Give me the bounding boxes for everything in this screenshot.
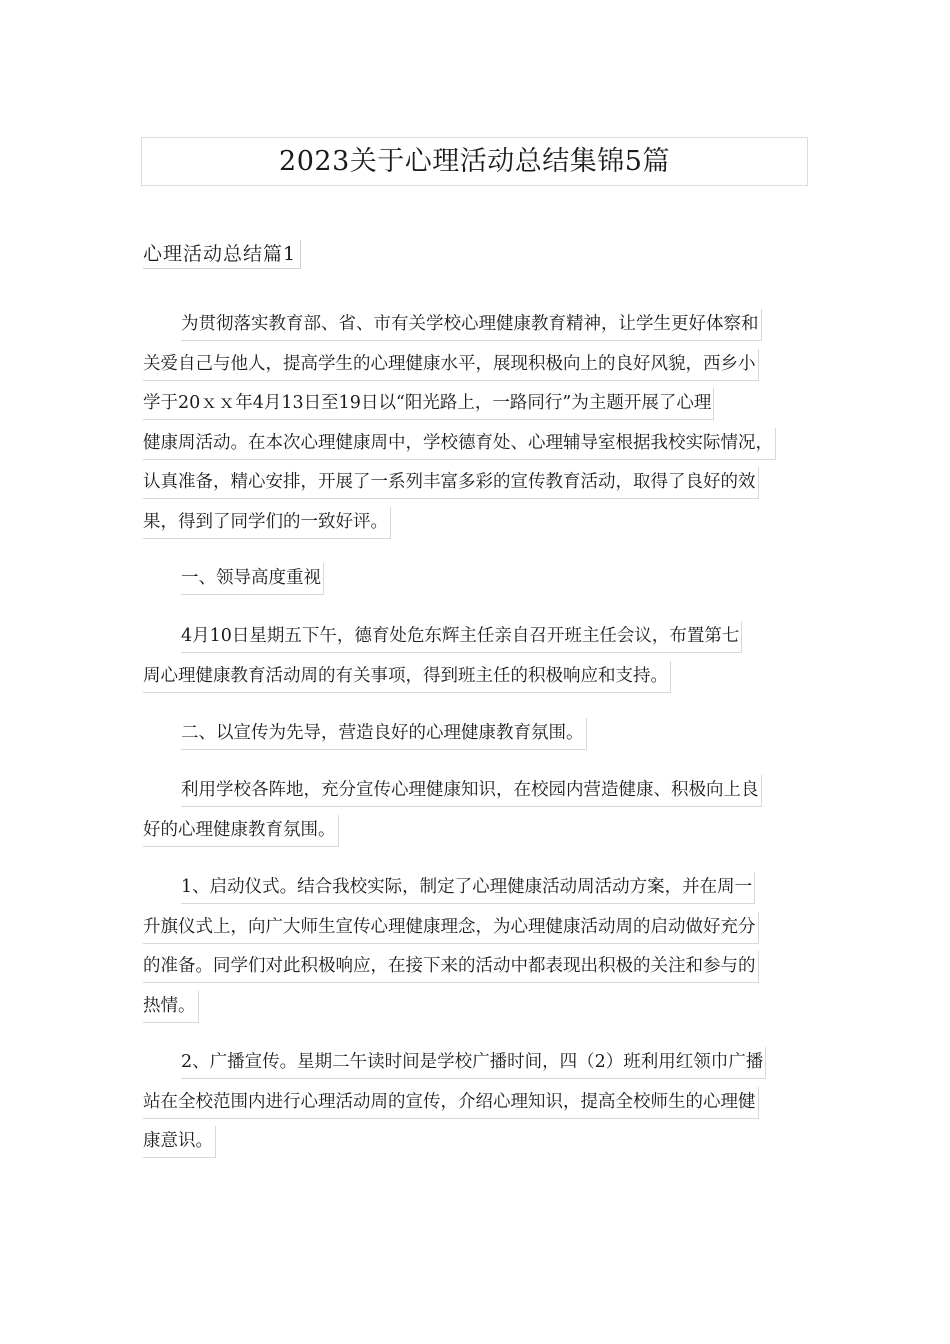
paragraph-line: 认真准备，精心安排，开展了一系列丰富多彩的宣传教育活动，取得了良好的效 <box>143 467 759 499</box>
section-heading: 心理活动总结篇1 <box>143 240 301 269</box>
paragraph-line: 站在全校范围内进行心理活动周的宣传，介绍心理知识，提高全校师生的心理健 <box>143 1087 759 1119</box>
paragraph-line: 4月10日星期五下午，德育处危东辉主任亲自召开班主任会议，布置第七 <box>181 621 742 653</box>
subheading-publicity <box>143 714 587 754</box>
paragraph-line: 利用学校各阵地，充分宣传心理健康知识，在校园内营造健康、积极向上良 <box>181 775 762 807</box>
paragraph-line: 关爱自己与他人，提高学生的心理健康水平，展现积极向上的良好风貌，西乡小 <box>143 349 759 381</box>
paragraph-line: 周心理健康教育活动周的有关事项，得到班主任的积极响应和支持。 <box>143 661 671 693</box>
paragraph-line: 2、广播宣传。星期二午读时间是学校广播时间，四（2）班利用红领巾广播 <box>181 1047 766 1079</box>
paragraph-line: 一、领导高度重视 <box>181 563 324 595</box>
paragraph-line: 1、启动仪式。结合我校实际，制定了心理健康活动周活动方案，并在周一 <box>181 872 755 904</box>
paragraph-line: 的准备。同学们对此积极响应，在接下来的活动中都表现出积极的关注和参与的 <box>143 951 759 983</box>
paragraph-ceremony <box>143 868 759 1026</box>
paragraph-line: 健康周活动。在本次心理健康周中，学校德育处、心理辅导室根据我校实际情况， <box>143 428 776 460</box>
paragraph-intro <box>143 305 776 542</box>
paragraph-line: 为贯彻落实教育部、省、市有关学校心理健康教育精神，让学生更好体察和 <box>181 309 762 341</box>
paragraph-atmosphere <box>143 771 762 850</box>
paragraph-line: 升旗仪式上，向广大师生宣传心理健康理念，为心理健康活动周的启动做好充分 <box>143 912 759 944</box>
paragraph-line: 好的心理健康教育氛围。 <box>143 815 339 847</box>
paragraph-broadcast <box>143 1043 766 1162</box>
paragraph-line: 果，得到了同学们的一致好评。 <box>143 507 391 539</box>
subheading-leadership <box>143 559 324 599</box>
paragraph-meeting <box>143 617 742 696</box>
paragraph-line: 康意识。 <box>143 1126 216 1158</box>
paragraph-line: 学于20ｘｘ年4月13日至19日以“阳光路上，一路同行”为主题开展了心理 <box>143 388 714 420</box>
paragraph-line: 热情。 <box>143 991 199 1023</box>
document-title: 2023关于心理活动总结集锦5篇 <box>141 137 808 186</box>
paragraph-line: 二、以宣传为先导，营造良好的心理健康教育氛围。 <box>181 718 587 750</box>
